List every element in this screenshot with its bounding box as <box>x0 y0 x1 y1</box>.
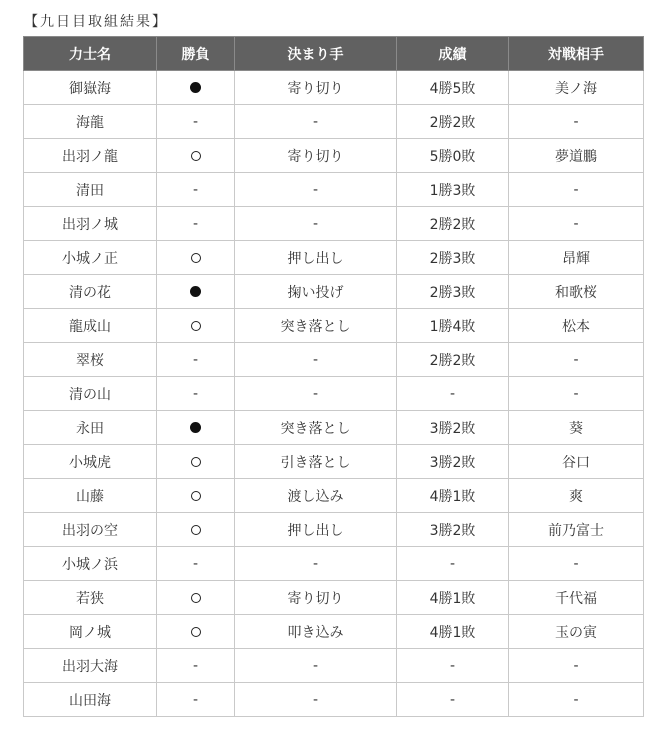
kimarite-cell: 突き落とし <box>235 309 397 343</box>
record-cell: 4勝1敗 <box>397 581 509 615</box>
result-cell <box>157 207 235 241</box>
rikishi-name-cell: 清の花 <box>24 275 157 309</box>
column-header-opponent: 対戦相手 <box>509 37 644 71</box>
table-row <box>24 683 644 717</box>
opponent-cell: - <box>509 173 644 207</box>
table-body <box>24 71 644 717</box>
kimarite-cell: 押し出し <box>235 513 397 547</box>
record-cell: 3勝2敗 <box>397 513 509 547</box>
table-row <box>24 139 644 173</box>
table-row <box>24 71 644 105</box>
result-text: - <box>192 351 199 368</box>
opponent-cell: - <box>509 207 644 241</box>
rikishi-name-cell: 出羽ノ城 <box>24 207 157 241</box>
rikishi-name-cell: 清の山 <box>24 377 157 411</box>
opponent-cell: - <box>509 683 644 717</box>
result-cell <box>157 683 235 717</box>
rikishi-name-cell: 海龍 <box>24 105 157 139</box>
results-table <box>23 36 644 717</box>
kimarite-cell: 寄り切り <box>235 139 397 173</box>
open-circle-icon <box>191 253 201 263</box>
result-text: - <box>192 691 199 708</box>
result-cell <box>157 343 235 377</box>
kimarite-cell: - <box>235 343 397 377</box>
table-row <box>24 377 644 411</box>
table-row <box>24 411 644 445</box>
kimarite-cell: 押し出し <box>235 241 397 275</box>
rikishi-name-cell: 若狭 <box>24 581 157 615</box>
result-text: - <box>192 113 199 130</box>
record-cell: 4勝1敗 <box>397 615 509 649</box>
rikishi-name-cell: 永田 <box>24 411 157 445</box>
filled-circle-icon <box>190 82 201 93</box>
opponent-cell: 前乃富士 <box>509 513 644 547</box>
record-cell: 5勝0敗 <box>397 139 509 173</box>
record-cell: - <box>397 377 509 411</box>
opponent-cell: - <box>509 105 644 139</box>
result-text: - <box>192 555 199 572</box>
table-row <box>24 649 644 683</box>
table-row <box>24 479 644 513</box>
result-cell <box>157 173 235 207</box>
kimarite-cell: - <box>235 173 397 207</box>
opponent-cell: 葵 <box>509 411 644 445</box>
kimarite-cell: 突き落とし <box>235 411 397 445</box>
record-cell: 2勝3敗 <box>397 241 509 275</box>
kimarite-cell: - <box>235 207 397 241</box>
opponent-cell: 谷口 <box>509 445 644 479</box>
record-cell: 2勝2敗 <box>397 105 509 139</box>
record-cell: 2勝3敗 <box>397 275 509 309</box>
record-cell: 1勝3敗 <box>397 173 509 207</box>
rikishi-name-cell: 龍成山 <box>24 309 157 343</box>
record-cell: - <box>397 683 509 717</box>
open-circle-icon <box>191 151 201 161</box>
page-title: 【九日目取組結果】 <box>24 14 168 30</box>
table-header-row <box>24 37 644 71</box>
open-circle-icon <box>191 593 201 603</box>
result-cell <box>157 547 235 581</box>
table-row <box>24 547 644 581</box>
result-cell <box>157 513 235 547</box>
result-cell <box>157 377 235 411</box>
rikishi-name-cell: 出羽ノ龍 <box>24 139 157 173</box>
opponent-cell: 昂輝 <box>509 241 644 275</box>
table-row <box>24 581 644 615</box>
result-cell <box>157 581 235 615</box>
column-header-record: 成績 <box>397 37 509 71</box>
filled-circle-icon <box>190 422 201 433</box>
record-cell: 2勝2敗 <box>397 207 509 241</box>
opponent-cell: - <box>509 343 644 377</box>
kimarite-cell: 寄り切り <box>235 71 397 105</box>
result-text: - <box>192 385 199 402</box>
table-row <box>24 343 644 377</box>
rikishi-name-cell: 翠桜 <box>24 343 157 377</box>
table-row <box>24 241 644 275</box>
rikishi-name-cell: 出羽大海 <box>24 649 157 683</box>
record-cell: - <box>397 547 509 581</box>
opponent-cell: 松本 <box>509 309 644 343</box>
table-row <box>24 173 644 207</box>
table-row <box>24 615 644 649</box>
kimarite-cell: 掬い投げ <box>235 275 397 309</box>
rikishi-name-cell: 出羽の空 <box>24 513 157 547</box>
result-cell <box>157 241 235 275</box>
rikishi-name-cell: 小城ノ浜 <box>24 547 157 581</box>
column-header-kimarite: 決まり手 <box>235 37 397 71</box>
open-circle-icon <box>191 321 201 331</box>
open-circle-icon <box>191 457 201 467</box>
result-cell <box>157 411 235 445</box>
result-cell <box>157 649 235 683</box>
result-cell <box>157 105 235 139</box>
opponent-cell: - <box>509 649 644 683</box>
table-row <box>24 513 644 547</box>
result-text: - <box>192 181 199 198</box>
rikishi-name-cell: 小城虎 <box>24 445 157 479</box>
result-text: - <box>192 215 199 232</box>
open-circle-icon <box>191 491 201 501</box>
rikishi-name-cell: 御嶽海 <box>24 71 157 105</box>
opponent-cell: 爽 <box>509 479 644 513</box>
result-cell <box>157 71 235 105</box>
result-cell <box>157 275 235 309</box>
kimarite-cell: - <box>235 683 397 717</box>
opponent-cell: 美ノ海 <box>509 71 644 105</box>
rikishi-name-cell: 山藤 <box>24 479 157 513</box>
table-row <box>24 309 644 343</box>
column-header-result: 勝負 <box>157 37 235 71</box>
result-cell <box>157 479 235 513</box>
kimarite-cell: - <box>235 649 397 683</box>
kimarite-cell: 引き落とし <box>235 445 397 479</box>
opponent-cell: 玉の寅 <box>509 615 644 649</box>
record-cell: 3勝2敗 <box>397 411 509 445</box>
table-row <box>24 105 644 139</box>
record-cell: 2勝2敗 <box>397 343 509 377</box>
record-cell: 4勝1敗 <box>397 479 509 513</box>
record-cell: 3勝2敗 <box>397 445 509 479</box>
kimarite-cell: - <box>235 105 397 139</box>
kimarite-cell: - <box>235 377 397 411</box>
opponent-cell: - <box>509 547 644 581</box>
kimarite-cell: 寄り切り <box>235 581 397 615</box>
table-row <box>24 275 644 309</box>
record-cell: - <box>397 649 509 683</box>
rikishi-name-cell: 岡ノ城 <box>24 615 157 649</box>
rikishi-name-cell: 小城ノ正 <box>24 241 157 275</box>
result-text: - <box>192 657 199 674</box>
opponent-cell: 千代福 <box>509 581 644 615</box>
column-header-rikishi: 力士名 <box>24 37 157 71</box>
kimarite-cell: 渡し込み <box>235 479 397 513</box>
filled-circle-icon <box>190 286 201 297</box>
result-cell <box>157 139 235 173</box>
result-cell <box>157 445 235 479</box>
result-cell <box>157 615 235 649</box>
opponent-cell: 和歌桜 <box>509 275 644 309</box>
table-row <box>24 207 644 241</box>
opponent-cell: - <box>509 377 644 411</box>
result-cell <box>157 309 235 343</box>
kimarite-cell: 叩き込み <box>235 615 397 649</box>
record-cell: 4勝5敗 <box>397 71 509 105</box>
open-circle-icon <box>191 525 201 535</box>
kimarite-cell: - <box>235 547 397 581</box>
open-circle-icon <box>191 627 201 637</box>
opponent-cell: 夢道鵬 <box>509 139 644 173</box>
rikishi-name-cell: 清田 <box>24 173 157 207</box>
rikishi-name-cell: 山田海 <box>24 683 157 717</box>
table-row <box>24 445 644 479</box>
record-cell: 1勝4敗 <box>397 309 509 343</box>
